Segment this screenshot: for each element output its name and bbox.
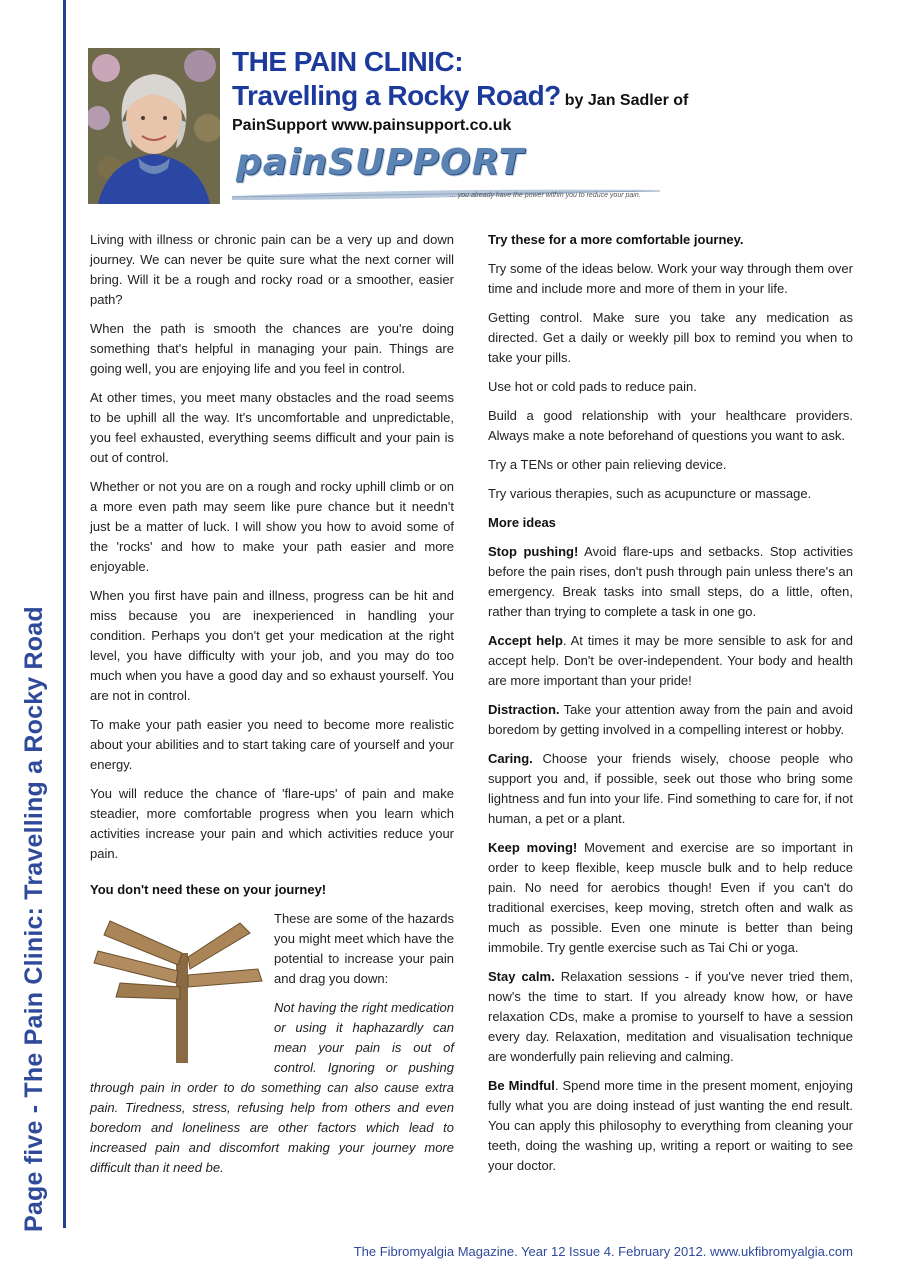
tip-paragraph: Try various therapies, such as acupuncture or massage. xyxy=(488,486,812,501)
tip-paragraph: Use hot or cold pads to reduce pain. xyxy=(488,379,697,394)
idea-text: Avoid flare-ups and setbacks. Stop activities before the pain rises, don't push through pain unless there's an emergency. Break tasks into small steps, do a little, often, rather than trying to complete a task in one go. xyxy=(488,544,854,619)
author-photo xyxy=(88,48,220,204)
idea-lead: Be Mindful xyxy=(488,1078,555,1093)
idea-text: . Spend more time in the present moment, enjoying fully what you are doing instead of just wanting the end result. You can apply this philosophy to everything from cleaning your teeth, doing the washing up, writing a report or waiting to see your doctor. xyxy=(488,1078,854,1173)
title-main: Travelling a Rocky Road? xyxy=(232,80,561,111)
tips-heading: Try these for a more comfortable journey. xyxy=(488,232,744,247)
signpost-image xyxy=(90,913,266,1063)
painsupport-logo xyxy=(230,140,662,206)
left-paragraph: Living with illness or chronic pain can be a very up and down journey. We can never be quite sure what the next corner will bring. Will it be a rough and rocky road or a smoother, easier path? xyxy=(90,232,454,307)
hazards-heading: You don't need these on your journey! xyxy=(90,882,327,897)
idea-text: Choose your friends wisely, choose people who support you and, if possible, seek out those who bring some lightness and fun into your life. Find something to care for, if not human, a pet or a plant. xyxy=(488,751,853,826)
idea-paragraph xyxy=(488,749,853,829)
byline: by Jan Sadler of xyxy=(564,92,689,109)
idea-text: Movement and exercise are so important in order to keep flexible, keep muscle bulk and to help reduce pain. No need for aerobics though! Even if you can't do traditional exercises, keep moving, stretch often and walk as much as possible. Even one minute is better than being immobile. Try gentle exercise such as Tai Chi or yoga. xyxy=(488,840,853,955)
support-line: PainSupport www.painsupport.co.uk xyxy=(232,117,512,134)
right-column xyxy=(488,230,853,1185)
article-title-line1: THE PAIN CLINIC: xyxy=(232,46,464,77)
idea-lead: Caring. xyxy=(488,751,533,766)
article-title-line2 xyxy=(232,80,688,117)
left-column xyxy=(90,230,454,1187)
more-ideas-heading: More ideas xyxy=(488,515,556,530)
hazards-intro: These are some of the hazards you might meet which have the potential to increase your pain and drag you down: xyxy=(274,911,454,986)
idea-text: . At times it may be more sensible to ask for and accept help. Don't be over-independent. Your body and health are more important than your pride! xyxy=(488,633,854,688)
idea-paragraph xyxy=(488,967,853,1067)
left-paragraph: To make your path easier you need to become more realistic about your abilities and to start taking care of yourself and your energy. xyxy=(90,717,454,772)
logo-tagline: ... you already have the power within you to reduce your pain. xyxy=(450,192,641,199)
tip-paragraph: Build a good relationship with your healthcare providers. Always make a note beforehand of questions you want to ask. xyxy=(488,408,853,443)
idea-text: Relaxation sessions - if you've never tried them, now's the time to start. If you already know how, or have relaxation CDs, make a promise to yourself to have a session every day. Relaxation, meditation and visualisation technique are wonderfully pain relieving and calming. xyxy=(488,969,853,1064)
idea-paragraph xyxy=(488,631,853,691)
magazine-footer: The Fibromyalgia Magazine. Year 12 Issue 4. February 2012. www.ukfibromyalgia.com xyxy=(353,1244,853,1259)
idea-paragraph xyxy=(488,700,853,740)
hazards-italic: Not having the right medication or using it haphazardly can mean your pain is out of control. Ignoring or pushing through pain in order to do something can also cause extra pain. Tiredness, stress, refusing help from others and even boredom and loneliness are other factors which lead to increased pain and discomfort making your journey more difficult than it need be. xyxy=(90,1000,454,1175)
idea-paragraph xyxy=(488,1076,853,1176)
side-page-title: Page five - The Pain Clinic: Travelling a Rocky Road xyxy=(20,606,48,1232)
idea-text: Take your attention away from the pain and avoid boredom by getting involved in a compelling interest or hobby. xyxy=(488,702,853,737)
idea-lead: Stay calm. xyxy=(488,969,555,984)
left-paragraph: When the path is smooth the chances are you're doing something that's helpful in managing your pain. Things are going well, you are enjoying life and you feel in control. xyxy=(90,321,454,376)
tip-paragraph: Try a TENs or other pain relieving device. xyxy=(488,457,727,472)
left-paragraph: At other times, you meet many obstacles and the road seems to be uphill all the way. It's uncomfortable and unpredictable, you feel exhausted, everything seems difficult and your pain is out of control. xyxy=(90,390,454,465)
tip-paragraph: Try some of the ideas below. Work your way through them over time and include more and more of them in your life. xyxy=(488,261,853,296)
page-divider-line xyxy=(63,0,66,1228)
left-paragraph: You will reduce the chance of 'flare-ups' of pain and make steadier, more comfortable progress when you learn which activities increase your pain and which activities reduce your pain. xyxy=(90,786,454,861)
idea-paragraph xyxy=(488,542,853,622)
idea-lead: Distraction. xyxy=(488,702,560,717)
idea-lead: Stop pushing! xyxy=(488,544,579,559)
tip-paragraph: Getting control. Make sure you take any medication as directed. Get a daily or weekly pill box to remind you when to take your pills. xyxy=(488,310,853,365)
idea-lead: Keep moving! xyxy=(488,840,578,855)
left-paragraph: Whether or not you are on a rough and rocky uphill climb or on a more even path may seem like pure chance but it needn't just be a matter of luck. I will show you how to avoid some of the 'rocks' and how to make your path easier and more enjoyable. xyxy=(90,479,454,574)
idea-paragraph xyxy=(488,838,853,958)
logo-text: painSUPPORT xyxy=(236,142,525,183)
idea-lead: Accept help xyxy=(488,633,563,648)
left-paragraph: When you first have pain and illness, progress can be hit and miss because you are inexperienced in handling your condition. Perhaps you don't get your medication at the right level, you have difficulty with your job, and you may do too much when you have a good day and so exhaust yourself. You are not in control. xyxy=(90,588,454,703)
